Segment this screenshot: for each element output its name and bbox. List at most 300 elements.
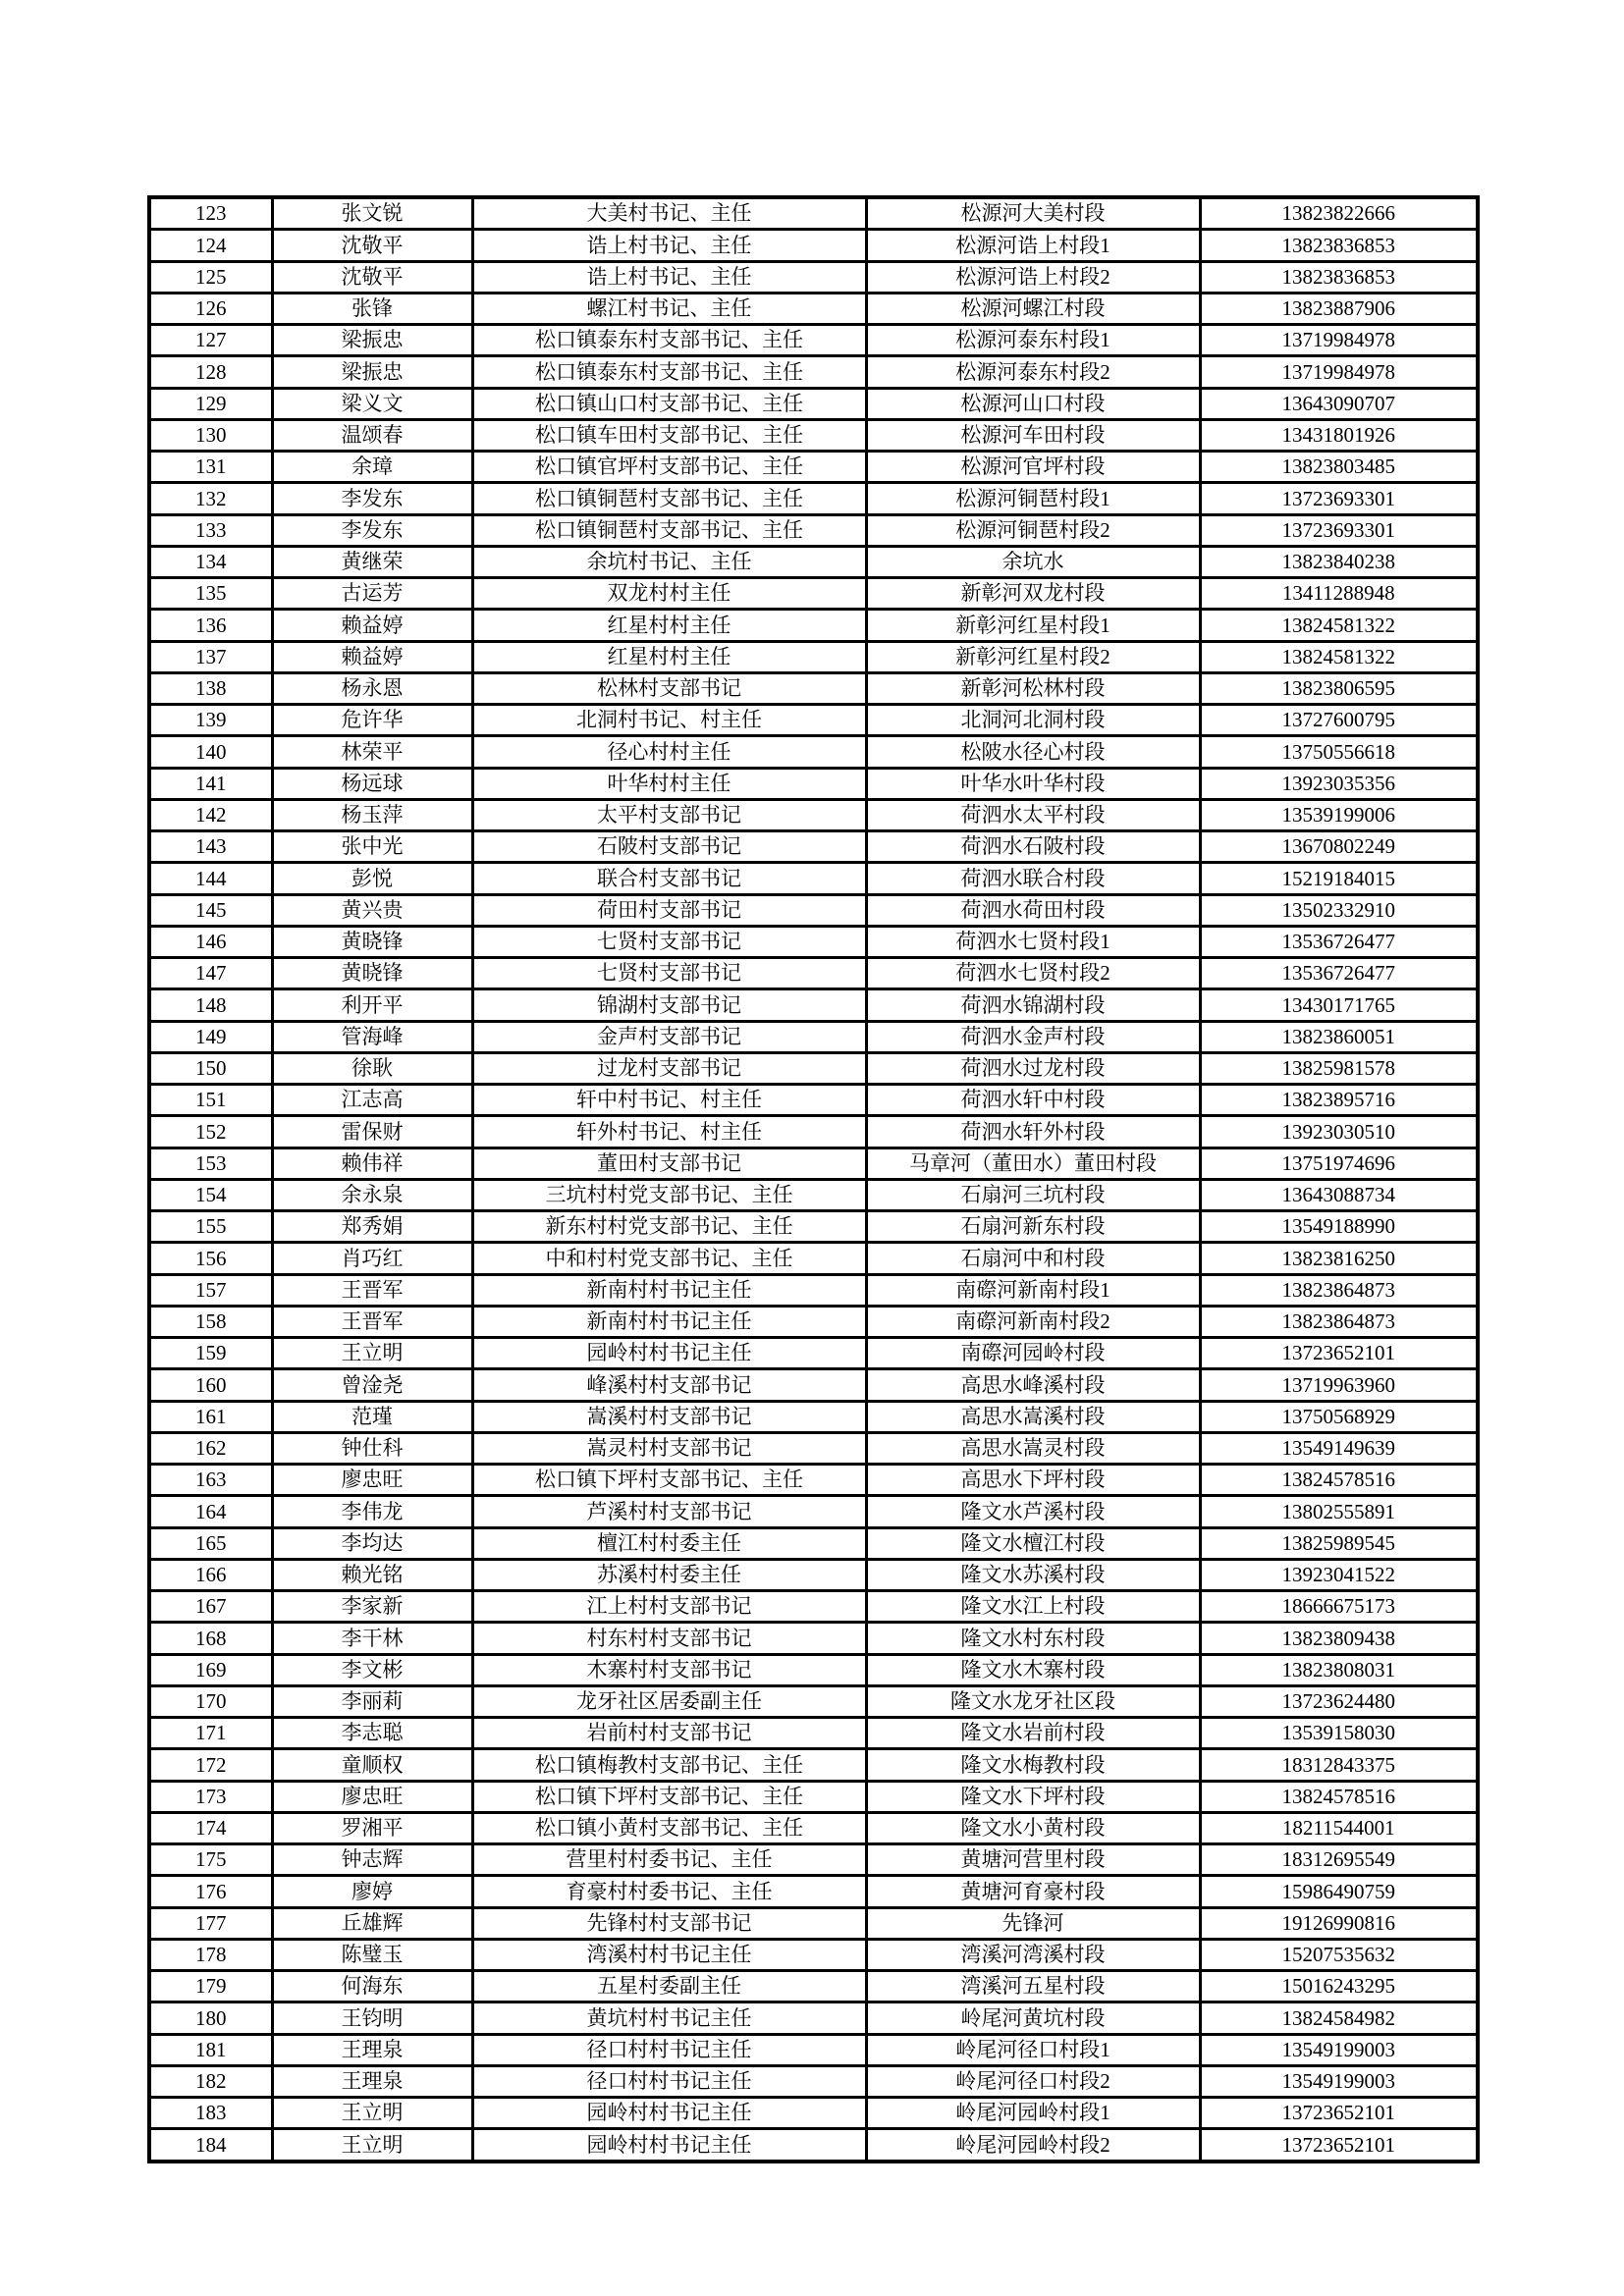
cell-person-name: 江志高 (272, 1085, 472, 1116)
cell-phone-number: 13823864873 (1200, 1274, 1478, 1306)
cell-row-number: 163 (149, 1465, 272, 1496)
cell-row-number: 145 (149, 894, 272, 926)
cell-river-segment: 先锋河 (866, 1907, 1200, 1939)
cell-person-name: 李志聪 (272, 1718, 472, 1749)
table-row (149, 452, 1478, 483)
cell-person-name: 赖伟祥 (272, 1148, 472, 1179)
cell-phone-number: 13723652101 (1200, 1338, 1478, 1369)
table-row (149, 1781, 1478, 1812)
table-row (149, 831, 1478, 863)
cell-position: 红星村村主任 (472, 610, 866, 641)
cell-phone-number: 13823864873 (1200, 1306, 1478, 1337)
cell-position: 七贤村支部书记 (472, 926, 866, 957)
table-row (149, 2065, 1478, 2097)
cell-river-segment: 荷泗水轩中村段 (866, 1085, 1200, 1116)
cell-phone-number: 13643090707 (1200, 388, 1478, 419)
cell-river-segment: 松源河泰东村段2 (866, 356, 1200, 388)
cell-person-name: 黄晓锋 (272, 958, 472, 989)
table-row (149, 1496, 1478, 1527)
table-row (149, 1907, 1478, 1939)
cell-phone-number: 13719984978 (1200, 325, 1478, 356)
cell-river-segment: 荷泗水七贤村段2 (866, 958, 1200, 989)
cell-person-name: 古运芳 (272, 578, 472, 610)
cell-river-segment: 荷泗水联合村段 (866, 863, 1200, 894)
cell-person-name: 王立明 (272, 2098, 472, 2129)
cell-person-name: 肖巧红 (272, 1243, 472, 1274)
cell-river-segment: 岭尾河黄坑村段 (866, 2002, 1200, 2034)
cell-phone-number: 13824581322 (1200, 641, 1478, 672)
table-row (149, 1654, 1478, 1685)
cell-row-number: 184 (149, 2129, 272, 2162)
cell-person-name: 王理泉 (272, 2065, 472, 2097)
table-row (149, 768, 1478, 799)
cell-phone-number: 13539158030 (1200, 1718, 1478, 1749)
cell-row-number: 143 (149, 831, 272, 863)
cell-position: 联合村支部书记 (472, 863, 866, 894)
cell-river-segment: 马章河（董田水）董田村段 (866, 1148, 1200, 1179)
cell-row-number: 158 (149, 1306, 272, 1337)
cell-row-number: 139 (149, 705, 272, 736)
cell-river-segment: 新彰河双龙村段 (866, 578, 1200, 610)
table-row (149, 610, 1478, 641)
cell-phone-number: 13536726477 (1200, 958, 1478, 989)
cell-person-name: 郑秀娟 (272, 1211, 472, 1243)
cell-position: 松口镇车田村支部书记、主任 (472, 419, 866, 451)
cell-person-name: 张中光 (272, 831, 472, 863)
cell-river-segment: 隆文水下坪村段 (866, 1781, 1200, 1812)
cell-person-name: 范瑾 (272, 1401, 472, 1432)
cell-position: 芦溪村村支部书记 (472, 1496, 866, 1527)
cell-position: 太平村支部书记 (472, 799, 866, 830)
cell-person-name: 李丽莉 (272, 1685, 472, 1717)
cell-river-segment: 松源河铜琶村段1 (866, 483, 1200, 514)
cell-position: 石陂村支部书记 (472, 831, 866, 863)
cell-position: 先锋村村支部书记 (472, 1907, 866, 1939)
cell-person-name: 钟志辉 (272, 1844, 472, 1876)
cell-person-name: 李文彬 (272, 1654, 472, 1685)
cell-person-name: 沈敬平 (272, 230, 472, 261)
cell-phone-number: 18312695549 (1200, 1844, 1478, 1876)
cell-row-number: 144 (149, 863, 272, 894)
cell-phone-number: 13824584982 (1200, 2002, 1478, 2034)
cell-person-name: 赖益婷 (272, 641, 472, 672)
cell-phone-number: 13825981578 (1200, 1052, 1478, 1084)
table-row (149, 799, 1478, 830)
cell-position: 红星村村主任 (472, 641, 866, 672)
cell-phone-number: 13823806595 (1200, 672, 1478, 704)
cell-phone-number: 13549199003 (1200, 2065, 1478, 2097)
cell-river-segment: 松源河车田村段 (866, 419, 1200, 451)
cell-row-number: 177 (149, 1907, 272, 1939)
cell-row-number: 181 (149, 2034, 272, 2065)
cell-river-segment: 高思水峰溪村段 (866, 1369, 1200, 1401)
cell-phone-number: 13923030510 (1200, 1116, 1478, 1148)
cell-phone-number: 13502332910 (1200, 894, 1478, 926)
table-row (149, 419, 1478, 451)
cell-person-name: 李均达 (272, 1527, 472, 1559)
cell-phone-number: 13824578516 (1200, 1781, 1478, 1812)
cell-row-number: 183 (149, 2098, 272, 2129)
table-row (149, 514, 1478, 546)
cell-river-segment: 石扇河新东村段 (866, 1211, 1200, 1243)
cell-position: 三坑村村党支部书记、主任 (472, 1179, 866, 1210)
cell-river-segment: 松陂水径心村段 (866, 736, 1200, 768)
cell-row-number: 165 (149, 1527, 272, 1559)
cell-position: 松口镇梅教村支部书记、主任 (472, 1749, 866, 1781)
table-row (149, 546, 1478, 577)
table-row (149, 1116, 1478, 1148)
cell-phone-number: 13719984978 (1200, 356, 1478, 388)
cell-position: 育豪村村委书记、主任 (472, 1876, 866, 1907)
table-row (149, 989, 1478, 1021)
cell-position: 五星村委副主任 (472, 1971, 866, 2002)
cell-phone-number: 13411288948 (1200, 578, 1478, 610)
cell-position: 村东村村支部书记 (472, 1623, 866, 1654)
cell-person-name: 赖光铭 (272, 1559, 472, 1590)
cell-row-number: 138 (149, 672, 272, 704)
cell-person-name: 杨远球 (272, 768, 472, 799)
cell-phone-number: 13723693301 (1200, 514, 1478, 546)
cell-row-number: 164 (149, 1496, 272, 1527)
cell-river-segment: 北洞河北洞村段 (866, 705, 1200, 736)
cell-person-name: 利开平 (272, 989, 472, 1021)
cell-position: 园岭村村书记主任 (472, 1338, 866, 1369)
cell-row-number: 123 (149, 197, 272, 230)
cell-phone-number: 13727600795 (1200, 705, 1478, 736)
cell-person-name: 李干林 (272, 1623, 472, 1654)
cell-phone-number: 18211544001 (1200, 1812, 1478, 1843)
cell-person-name: 管海峰 (272, 1021, 472, 1052)
cell-river-segment: 湾溪河湾溪村段 (866, 1939, 1200, 1970)
cell-phone-number: 13549188990 (1200, 1211, 1478, 1243)
cell-river-segment: 黄塘河营里村段 (866, 1844, 1200, 1876)
cell-row-number: 125 (149, 261, 272, 293)
cell-position: 双龙村村主任 (472, 578, 866, 610)
cell-row-number: 133 (149, 514, 272, 546)
table-row (149, 325, 1478, 356)
cell-person-name: 李发东 (272, 514, 472, 546)
cell-phone-number: 13643088734 (1200, 1179, 1478, 1210)
cell-river-segment: 荷泗水金声村段 (866, 1021, 1200, 1052)
cell-row-number: 134 (149, 546, 272, 577)
cell-position: 营里村村委书记、主任 (472, 1844, 866, 1876)
cell-position: 径口村村书记主任 (472, 2034, 866, 2065)
cell-phone-number: 13750556618 (1200, 736, 1478, 768)
cell-position: 湾溪村村书记主任 (472, 1939, 866, 1970)
cell-position: 螺江村书记、主任 (472, 293, 866, 324)
cell-person-name: 李伟龙 (272, 1496, 472, 1527)
table-row (149, 1306, 1478, 1337)
cell-position: 大美村书记、主任 (472, 197, 866, 230)
cell-row-number: 175 (149, 1844, 272, 1876)
cell-river-segment: 荷泗水锦湖村段 (866, 989, 1200, 1021)
cell-row-number: 176 (149, 1876, 272, 1907)
cell-person-name: 沈敬平 (272, 261, 472, 293)
officials-table-body (149, 197, 1478, 2162)
cell-phone-number: 13723624480 (1200, 1685, 1478, 1717)
cell-phone-number: 13723652101 (1200, 2098, 1478, 2129)
cell-river-segment: 高思水嵩灵村段 (866, 1432, 1200, 1464)
cell-position: 木寨村村支部书记 (472, 1654, 866, 1685)
cell-person-name: 王立明 (272, 2129, 472, 2162)
cell-river-segment: 岭尾河径口村段2 (866, 2065, 1200, 2097)
cell-phone-number: 19126990816 (1200, 1907, 1478, 1939)
cell-person-name: 钟仕科 (272, 1432, 472, 1464)
cell-person-name: 危许华 (272, 705, 472, 736)
table-row (149, 483, 1478, 514)
cell-phone-number: 13823808031 (1200, 1654, 1478, 1685)
table-row (149, 2034, 1478, 2065)
cell-position: 松口镇泰东村支部书记、主任 (472, 356, 866, 388)
cell-position: 松口镇泰东村支部书记、主任 (472, 325, 866, 356)
cell-row-number: 124 (149, 230, 272, 261)
table-row (149, 1274, 1478, 1306)
cell-row-number: 160 (149, 1369, 272, 1401)
table-row (149, 1559, 1478, 1590)
cell-position: 七贤村支部书记 (472, 958, 866, 989)
cell-phone-number: 13750568929 (1200, 1401, 1478, 1432)
cell-position: 新南村村书记主任 (472, 1306, 866, 1337)
cell-person-name: 温颂春 (272, 419, 472, 451)
cell-person-name: 王晋军 (272, 1274, 472, 1306)
table-row (149, 388, 1478, 419)
cell-row-number: 137 (149, 641, 272, 672)
table-row (149, 578, 1478, 610)
cell-river-segment: 荷泗水七贤村段1 (866, 926, 1200, 957)
table-row (149, 1211, 1478, 1243)
cell-phone-number: 13823887906 (1200, 293, 1478, 324)
cell-person-name: 黄晓锋 (272, 926, 472, 957)
table-row (149, 2002, 1478, 2034)
cell-row-number: 157 (149, 1274, 272, 1306)
cell-river-segment: 隆文水木寨村段 (866, 1654, 1200, 1685)
cell-position: 江上村村支部书记 (472, 1591, 866, 1623)
cell-phone-number: 13823860051 (1200, 1021, 1478, 1052)
cell-row-number: 169 (149, 1654, 272, 1685)
cell-river-segment: 荷泗水太平村段 (866, 799, 1200, 830)
table-row (149, 958, 1478, 989)
cell-person-name: 徐耿 (272, 1052, 472, 1084)
cell-river-segment: 隆文水小黄村段 (866, 1812, 1200, 1843)
cell-row-number: 129 (149, 388, 272, 419)
cell-row-number: 179 (149, 1971, 272, 2002)
cell-row-number: 182 (149, 2065, 272, 2097)
cell-position: 轩中村书记、村主任 (472, 1085, 866, 1116)
table-row (149, 1623, 1478, 1654)
cell-person-name: 王晋军 (272, 1306, 472, 1337)
cell-person-name: 张文锐 (272, 197, 472, 230)
cell-row-number: 153 (149, 1148, 272, 1179)
cell-river-segment: 高思水下坪村段 (866, 1465, 1200, 1496)
cell-row-number: 161 (149, 1401, 272, 1432)
cell-river-segment: 荷泗水轩外村段 (866, 1116, 1200, 1148)
cell-river-segment: 岭尾河径口村段1 (866, 2034, 1200, 2065)
table-row (149, 1369, 1478, 1401)
table-row (149, 1401, 1478, 1432)
cell-person-name: 杨永恩 (272, 672, 472, 704)
table-row (149, 197, 1478, 230)
cell-row-number: 132 (149, 483, 272, 514)
cell-person-name: 余璋 (272, 452, 472, 483)
cell-phone-number: 15207535632 (1200, 1939, 1478, 1970)
cell-person-name: 赖益婷 (272, 610, 472, 641)
cell-position: 新东村村党支部书记、主任 (472, 1211, 866, 1243)
cell-phone-number: 13549149639 (1200, 1432, 1478, 1464)
table-row (149, 1243, 1478, 1274)
cell-phone-number: 13549199003 (1200, 2034, 1478, 2065)
cell-row-number: 167 (149, 1591, 272, 1623)
cell-row-number: 178 (149, 1939, 272, 1970)
cell-row-number: 128 (149, 356, 272, 388)
cell-row-number: 159 (149, 1338, 272, 1369)
table-row (149, 1812, 1478, 1843)
cell-person-name: 王理泉 (272, 2034, 472, 2065)
cell-person-name: 童顺权 (272, 1749, 472, 1781)
cell-row-number: 150 (149, 1052, 272, 1084)
cell-river-segment: 隆文水芦溪村段 (866, 1496, 1200, 1527)
cell-person-name: 彭悦 (272, 863, 472, 894)
cell-river-segment: 隆文水岩前村段 (866, 1718, 1200, 1749)
cell-row-number: 140 (149, 736, 272, 768)
cell-river-segment: 南磜河新南村段2 (866, 1306, 1200, 1337)
cell-position: 嵩灵村村支部书记 (472, 1432, 866, 1464)
cell-river-segment: 新彰河红星村段1 (866, 610, 1200, 641)
table-row (149, 1749, 1478, 1781)
cell-row-number: 147 (149, 958, 272, 989)
cell-phone-number: 13823816250 (1200, 1243, 1478, 1274)
cell-row-number: 174 (149, 1812, 272, 1843)
cell-river-segment: 隆文水檀江村段 (866, 1527, 1200, 1559)
cell-position: 松林村支部书记 (472, 672, 866, 704)
cell-river-segment: 松源河诰上村段1 (866, 230, 1200, 261)
cell-position: 径心村村主任 (472, 736, 866, 768)
cell-person-name: 李发东 (272, 483, 472, 514)
cell-phone-number: 13823803485 (1200, 452, 1478, 483)
cell-phone-number: 15016243295 (1200, 1971, 1478, 2002)
table-row (149, 736, 1478, 768)
cell-river-segment: 黄塘河育豪村段 (866, 1876, 1200, 1907)
cell-position: 过龙村支部书记 (472, 1052, 866, 1084)
cell-person-name: 黄继荣 (272, 546, 472, 577)
cell-person-name: 廖忠旺 (272, 1781, 472, 1812)
cell-position: 松口镇小黄村支部书记、主任 (472, 1812, 866, 1843)
cell-person-name: 张锋 (272, 293, 472, 324)
table-row (149, 926, 1478, 957)
cell-phone-number: 13723652101 (1200, 2129, 1478, 2162)
cell-row-number: 156 (149, 1243, 272, 1274)
cell-river-segment: 高思水嵩溪村段 (866, 1401, 1200, 1432)
cell-row-number: 141 (149, 768, 272, 799)
cell-person-name: 梁振忠 (272, 356, 472, 388)
cell-position: 黄坑村村书记主任 (472, 2002, 866, 2034)
cell-row-number: 126 (149, 293, 272, 324)
cell-river-segment: 松源河官坪村段 (866, 452, 1200, 483)
table-row (149, 2129, 1478, 2162)
cell-river-segment: 石扇河三坑村段 (866, 1179, 1200, 1210)
cell-phone-number: 13824581322 (1200, 610, 1478, 641)
cell-person-name: 梁振忠 (272, 325, 472, 356)
cell-phone-number: 13539199006 (1200, 799, 1478, 830)
cell-river-segment: 隆文水梅教村段 (866, 1749, 1200, 1781)
cell-position: 嵩溪村村支部书记 (472, 1401, 866, 1432)
cell-row-number: 172 (149, 1749, 272, 1781)
cell-person-name: 王钧明 (272, 2002, 472, 2034)
cell-person-name: 林荣平 (272, 736, 472, 768)
cell-person-name: 杨玉萍 (272, 799, 472, 830)
cell-person-name: 梁义文 (272, 388, 472, 419)
cell-position: 诰上村书记、主任 (472, 230, 866, 261)
cell-row-number: 155 (149, 1211, 272, 1243)
cell-river-segment: 岭尾河园岭村段2 (866, 2129, 1200, 2162)
cell-position: 荷田村支部书记 (472, 894, 866, 926)
cell-position: 园岭村村书记主任 (472, 2098, 866, 2129)
table-row (149, 293, 1478, 324)
cell-position: 松口镇下坪村支部书记、主任 (472, 1465, 866, 1496)
cell-phone-number: 13430171765 (1200, 989, 1478, 1021)
cell-position: 檀江村村委主任 (472, 1527, 866, 1559)
cell-river-segment: 隆文水村东村段 (866, 1623, 1200, 1654)
cell-row-number: 162 (149, 1432, 272, 1464)
cell-position: 锦湖村支部书记 (472, 989, 866, 1021)
cell-row-number: 146 (149, 926, 272, 957)
cell-position: 新南村村书记主任 (472, 1274, 866, 1306)
table-row (149, 1876, 1478, 1907)
table-row (149, 641, 1478, 672)
table-row (149, 1148, 1478, 1179)
cell-person-name: 余永泉 (272, 1179, 472, 1210)
cell-phone-number: 13823836853 (1200, 261, 1478, 293)
cell-row-number: 171 (149, 1718, 272, 1749)
table-row (149, 1432, 1478, 1464)
cell-position: 北洞村书记、村主任 (472, 705, 866, 736)
cell-row-number: 149 (149, 1021, 272, 1052)
cell-river-segment: 湾溪河五星村段 (866, 1971, 1200, 2002)
cell-position: 金声村支部书记 (472, 1021, 866, 1052)
cell-position: 松口镇山口村支部书记、主任 (472, 388, 866, 419)
cell-river-segment: 隆文水江上村段 (866, 1591, 1200, 1623)
cell-river-segment: 荷泗水石陂村段 (866, 831, 1200, 863)
cell-river-segment: 隆文水龙牙社区段 (866, 1685, 1200, 1717)
cell-river-segment: 荷泗水荷田村段 (866, 894, 1200, 926)
cell-river-segment: 松源河山口村段 (866, 388, 1200, 419)
table-row (149, 261, 1478, 293)
table-row (149, 356, 1478, 388)
cell-position: 园岭村村书记主任 (472, 2129, 866, 2162)
cell-position: 叶华村村主任 (472, 768, 866, 799)
cell-phone-number: 13751974696 (1200, 1148, 1478, 1179)
cell-person-name: 廖婷 (272, 1876, 472, 1907)
cell-river-segment: 松源河铜琶村段2 (866, 514, 1200, 546)
cell-river-segment: 叶华水叶华村段 (866, 768, 1200, 799)
cell-position: 松口镇官坪村支部书记、主任 (472, 452, 866, 483)
cell-row-number: 180 (149, 2002, 272, 2034)
cell-phone-number: 13719963960 (1200, 1369, 1478, 1401)
cell-person-name: 王立明 (272, 1338, 472, 1369)
table-row (149, 894, 1478, 926)
table-row (149, 1971, 1478, 2002)
cell-phone-number: 15986490759 (1200, 1876, 1478, 1907)
cell-row-number: 130 (149, 419, 272, 451)
cell-row-number: 131 (149, 452, 272, 483)
table-row (149, 1179, 1478, 1210)
cell-row-number: 136 (149, 610, 272, 641)
cell-person-name: 陈璧玉 (272, 1939, 472, 1970)
cell-row-number: 166 (149, 1559, 272, 1590)
cell-position: 松口镇铜琶村支部书记、主任 (472, 483, 866, 514)
cell-position: 峰溪村村支部书记 (472, 1369, 866, 1401)
cell-phone-number: 13536726477 (1200, 926, 1478, 957)
cell-phone-number: 13825989545 (1200, 1527, 1478, 1559)
